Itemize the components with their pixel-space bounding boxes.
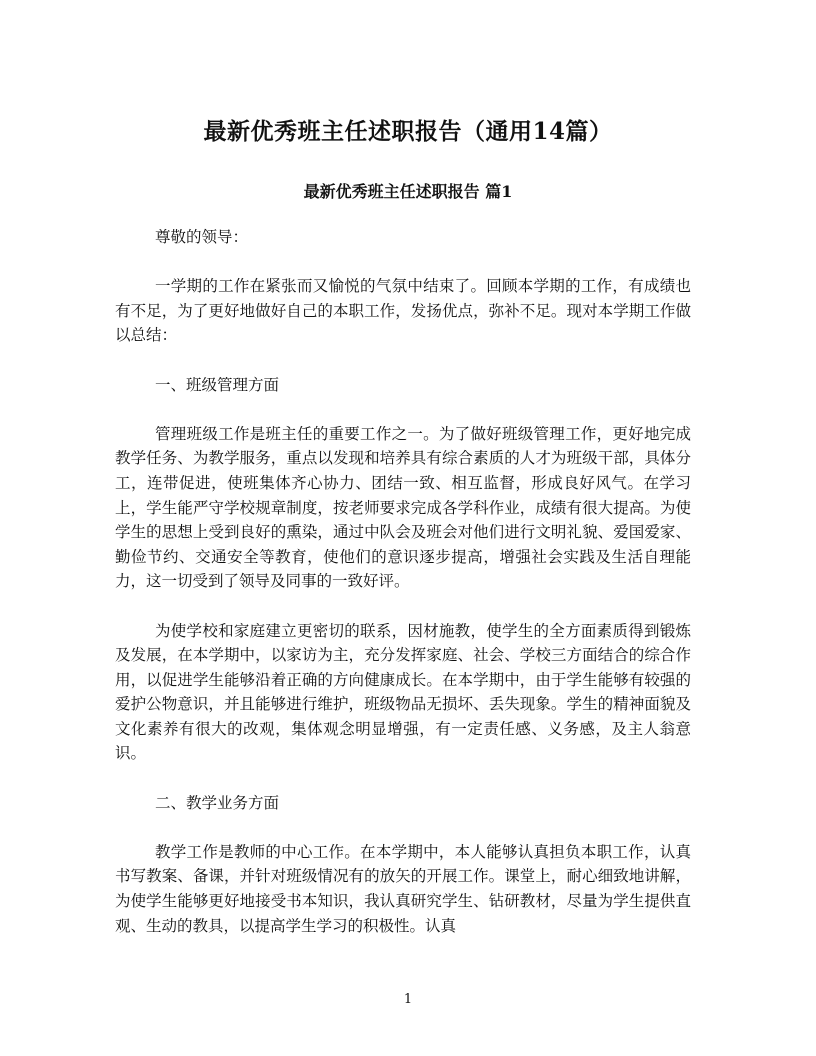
document-title: 最新优秀班主任述职报告（通用14篇） (203, 118, 613, 145)
class-management-paragraph: 管理班级工作是班主任的重要工作之一。为了做好班级管理工作，更好地完成教学任务、为教学服务，重点以发现和培养具有综合素质的人才为班级干部，具体分工，连带促进，使班集体齐心协力、团结一致、相互监督，形成良好风气。在学习上，学生能严守学校规章制度，按老师要求完成各学科作业，成绩有很大提高。为使学生的思想上受到良好的熏染，通过中队会及班会对他们进行文明礼貌、爱国爱家、勤俭节约、交通安全等教育，使他们的意识逐步提高，增强社会实践及生活自理能力，这一切受到了领导及同事的一致好评。 (115, 424, 691, 591)
heading-teaching: 二、教学业务方面 (155, 793, 280, 812)
home-school-paragraph: 为使学校和家庭建立更密切的联系，因材施教，使学生的全方面素质得到锻炼及发展，在本学期中，以家访为主，充分发挥家庭、社会、学校三方面结合的综合作用，以促进学生能够沿着正确的方向健康成长。在本学期中，由于学生能够有较强的爱护公物意识，并且能够进行维护，班级物品无损坏、丢失现象。学生的精神面貌及文化素养有很大的改观，集体观念明显增强，有一定责任感、义务感，及主人翁意识。 (115, 621, 691, 763)
salutation-paragraph: 尊敬的领导： (155, 228, 249, 246)
document-body (115, 225, 691, 963)
section-title: 最新优秀班主任述职报告 篇1 (303, 182, 513, 201)
intro-paragraph: 一学期的工作在紧张而又愉悦的气氛中结束了。回顾本学期的工作，有成绩也有不足，为了更好地做好自己的本职工作，发扬优点，弥补不足。现对本学期工作做以总结： (115, 277, 691, 345)
page-number: 1 (403, 992, 413, 1007)
heading-class-management: 一、班级管理方面 (155, 375, 280, 394)
teaching-paragraph: 教学工作是教师的中心工作。在本学期中，本人能够认真担负本职工作，认真书写教案、备课，并针对班级情况有的放矢的开展工作。课堂上，耐心细致地讲解，为使学生能够更好地接受书本知识，我认真研究学生、钻研教材，尽量为学生提供直观、生动的教具，以提高学生学习的积极性。认真 (115, 842, 691, 935)
